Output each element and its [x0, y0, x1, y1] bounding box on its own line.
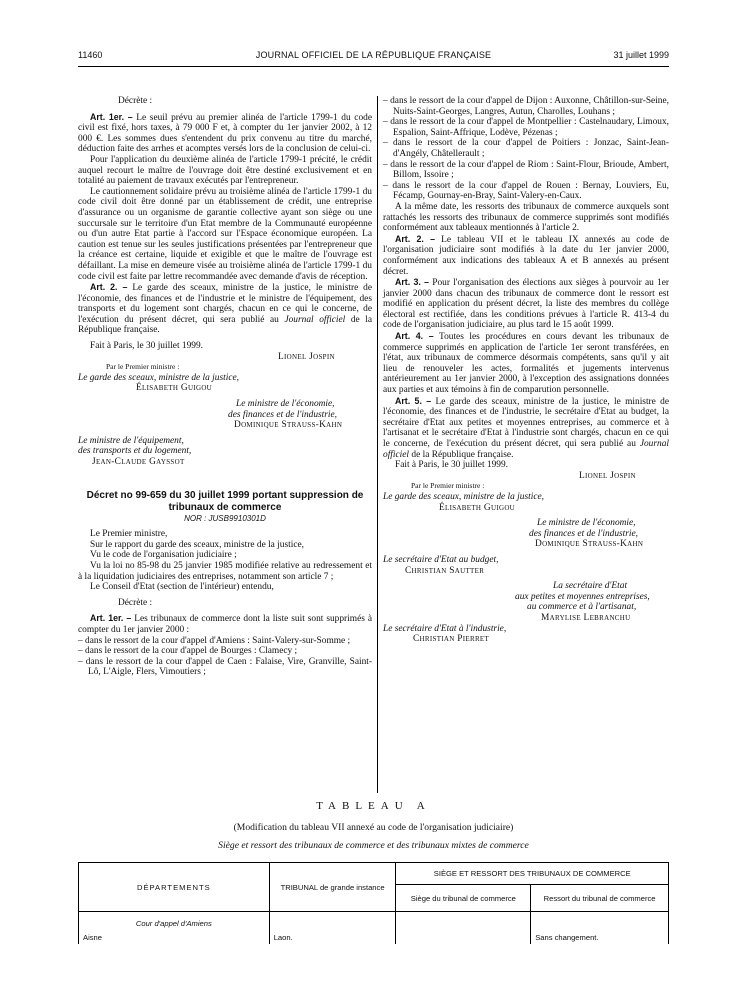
article-text: Le garde des sceaux, ministre de la justice, le ministre de l'économie, des finances et de l'industrie, le secrétaire d'Etat au budget, la secrétaire d'Etat aux petites et moyennes entreprises, au commerce et à l'artisanat et le secrétaire d'Etat à l'industrie sont chargés, chacun en ce qui le concerne, de l'exécution du présent décret, qui sera publié au — [383, 396, 669, 449]
signer-title: des transports et du logement, — [78, 446, 192, 457]
article-1 — [78, 613, 372, 635]
signer-name: Marylise Lebranchu — [541, 612, 631, 623]
paragraph-credit: Pour l'application du deuxième alinéa de l'article 1799-1 précité, le crédit auquel recourt le maître de l'ouvrage doit être destiné exclusivement et en totalité au paiement de travaux exécutés par l'entrepreneur. — [78, 154, 372, 187]
list-item: – dans le ressort de la cour d'appel de Dijon : Auxonne, Châtillon-sur-Seine, Nuits-Saint-Georges, Langres, Autun, Charolles, Louhans ; — [383, 96, 669, 117]
header-siege: Siège du tribunal de commerce — [396, 885, 531, 912]
article-label: Art. 1er. – — [90, 111, 133, 122]
issue-date: 31 juillet 1999 — [613, 50, 669, 60]
article-text: Toutes les procédures en cours devant les tribunaux de commerce supprimés en application de l'article 1er seront transférées, en l'état, aux tribunaux de commerce désormais compétents, sans qu'il y ait lieu de renouveler les actes, formalités et jugements intervenus antérieurement au 1er janvier 2000, à l'exception des assignations données aux parties et aux témoins à fin de comparution personnelle. — [383, 332, 669, 396]
paragraph-meme-date: A la même date, les ressorts des tribunaux de commerce auxquels sont rattachés les ressorts des tribunaux de commerce supprimés sont modifiés conformément aux tableaux mentionnés à l'article 2. — [383, 201, 669, 234]
table-cell — [531, 912, 669, 931]
signer-name: Dominique Strauss-Kahn — [234, 420, 343, 431]
signer-name: Élisabeth Guigou — [136, 383, 213, 394]
premier-ministre: Le Premier ministre, — [90, 529, 168, 540]
table-cell-siege — [396, 930, 531, 944]
signature-pm — [383, 471, 669, 482]
signature-pm — [78, 352, 372, 363]
list-item: – dans le ressort de la cour d'appel de Caen : Falaise, Vire, Granville, Saint-Lô, L'Aigle, Flers, Vimoutiers ; — [78, 656, 372, 678]
decrete-heading: Décrète : — [118, 96, 153, 106]
paragraph-cautionnement: Le cautionnement solidaire prévu au troisième alinéa de l'article 1799-1 du code civil doit être donné par un établissement de crédit, une entreprise d'assurance ou un organisme de garantie collective ayant son siège ou une succursale sur le territoire d'un Etat membre de la Communauté européenne ou d'un autre Etat partie à l'accord sur l'Espace économique européen. La caution est tenue sur les seules justifications présentées par l'entrepreneur que la créance est certaine, liquide et exigible et que le maître de l'ouvrage est défaillant. La mise en demeure visée au troisième alinéa de l'article 1799-1 du code civil est faite par lettre recommandée avec demande d'avis de réception. — [78, 186, 372, 282]
article-3 — [383, 277, 669, 331]
signer-name: Jean-Claude Gayssot — [92, 457, 185, 467]
table-cell — [396, 912, 531, 931]
decree-title: Décret no 99-659 du 30 juillet 1999 portant suppression de tribunaux de commerce — [86, 489, 364, 513]
signer-title: des finances et de l'industrie, — [228, 409, 338, 420]
signer-title: Le ministre de l'économie, — [236, 399, 335, 410]
article-1 — [78, 112, 372, 155]
tableau-a — [78, 862, 669, 944]
article-text: Le garde des sceaux, ministre de la justice, le ministre de l'économie, des finances et de l'industrie et le ministre de l'équipement, des transports et du logement sont chargés, chacun en ce qui le concerne, de l'exécution du présent décret, qui sera publié au — [78, 283, 372, 325]
par-premier-ministre: Par le Premier ministre : — [106, 362, 180, 372]
article-4 — [383, 331, 669, 396]
tableau-title: TABLEAU A — [316, 800, 431, 812]
page-header — [78, 50, 669, 64]
cour-appel-label: Cour d'appel d'Amiens — [79, 912, 270, 931]
signer-title: au commerce et à l'artisanat, — [527, 602, 637, 613]
jo-ref: Journal officiel — [284, 314, 346, 325]
signer-name: Lionel Jospin — [278, 351, 335, 362]
signer-title: Le ministre de l'économie, — [537, 518, 636, 529]
article-5 — [383, 396, 669, 461]
signer-title: Le garde des sceaux, ministre de la justice, — [383, 491, 544, 502]
article-label: Art. 1er. – — [90, 613, 132, 624]
article-text: Le tableau VII et le tableau IX annexés au code de l'organisation judiciaire sont modifiés à la date du 1er janvier 2000, conformément aux indications des tableaux A et B annexés au présent décret. — [383, 234, 669, 277]
article-text: Pour l'organisation des élections aux sièges à pourvoir au 1er janvier 2000 dans chacun des tribunaux de commerce dont le ressort est modifié en application du présent décret, la liste des membres du collège électoral est rectifiée, dans les conditions prévues à l'article R. 413-4 du code de l'organisation judiciaire, au plus tard le 15 août 1999. — [383, 278, 669, 331]
article-text: Le seuil prévu au premier alinéa de l'article 1799-1 du code civil est fixé, hors taxes, à 79 000 F et, à compter du 1er janvier 2002, à 12 000 €. Les sommes dues s'entendent du prix convenu au titre du marché, déduction faite des arrhes et acomptes versés lors de la conclusion de celui-ci. — [78, 112, 372, 155]
list-item: – dans le ressort de la cour d'appel de Poitiers : Jonzac, Saint-Jean-d'Angély, Châtellerault ; — [383, 138, 669, 159]
article-2 — [383, 234, 669, 277]
header-group: SIÈGE ET RESSORT DES TRIBUNAUX DE COMMERCE — [396, 863, 669, 885]
left-column — [78, 96, 372, 678]
article-label: Art. 2. – — [395, 233, 435, 244]
tableau-subtitle-2: Siège et ressort des tribunaux de commerce et des tribunaux mixtes de commerce — [218, 840, 529, 851]
par-premier-ministre: Par le Premier ministre : — [411, 481, 485, 491]
page-number: 11460 — [78, 50, 103, 60]
visa: Le Conseil d'Etat (section de l'intérieur) entendu, — [90, 582, 274, 593]
table-row — [79, 912, 669, 931]
signer-name: Élisabeth Guigou — [439, 502, 516, 513]
signer-name: Dominique Strauss-Kahn — [535, 539, 644, 550]
signer-title: Le garde des sceaux, ministre de la justice, — [78, 372, 239, 383]
signer-title: Le ministre de l'équipement, — [78, 435, 184, 446]
table-cell — [269, 912, 396, 931]
table-cell-tgi: Laon. — [269, 930, 396, 944]
signer-title: des finances et de l'industrie, — [529, 528, 639, 539]
article-2 — [78, 282, 372, 336]
list-item: – dans le ressort de la cour d'appel d'Amiens : Saint-Valery-sur-Somme ; — [78, 635, 351, 646]
fait-a-paris: Fait à Paris, le 30 juillet 1999. — [90, 341, 204, 352]
article-text-end: de la République française. — [78, 314, 373, 336]
journal-title: JOURNAL OFFICIEL DE LA RÉPUBLIQUE FRANÇAISE — [255, 50, 492, 60]
signer-title: Le secrétaire d'Etat à l'industrie, — [383, 623, 507, 634]
visa: Vu le code de l'organisation judiciaire ; — [90, 550, 237, 561]
list-item: – dans le ressort de la cour d'appel de Bourges : Clamecy ; — [78, 646, 298, 657]
article-label: Art. 3. – — [395, 277, 430, 288]
tableau-subtitle: (Modification du tableau VII annexé au code de l'organisation judiciaire) — [233, 822, 514, 833]
table-cell-departement: Aisne — [79, 930, 270, 944]
header-tgi: TRIBUNAL de grande instance — [269, 863, 396, 912]
column-separator — [377, 96, 378, 793]
right-column — [383, 96, 669, 645]
table-row — [79, 930, 669, 944]
signer-name: Christian Pierret — [413, 634, 490, 645]
header-departements: DÉPARTEMENTS — [79, 863, 270, 912]
nor-reference: NOR : JUSB9910301D — [184, 513, 266, 523]
signer-title: La secrétaire d'Etat — [553, 581, 628, 592]
article-text: Les tribunaux de commerce dont la liste suit sont supprimés à compter du 1er janvier 2000 : — [78, 614, 372, 635]
list-item: – dans le ressort de la cour d'appel de Montpellier : Castelnaudary, Limoux, Espalion, Saint-Affrique, Lodève, Pézenas ; — [383, 117, 669, 138]
header-ressort: Ressort du tribunal de commerce — [531, 885, 669, 912]
jo-ref: Journal officiel — [383, 439, 669, 460]
signer-title: Le secrétaire d'Etat au budget, — [383, 554, 499, 565]
list-item: – dans le ressort de la cour d'appel de Rouen : Bernay, Louviers, Eu, Fécamp, Gournay-en-Bray, Saint-Valery-en-Caux. — [383, 180, 669, 202]
decrete-heading: Décrète : — [118, 597, 153, 608]
table-cell-ressort: Sans changement. — [531, 930, 669, 944]
signer-title: aux petites et moyennes entreprises, — [515, 591, 650, 602]
signer-name: Christian Sautter — [405, 565, 485, 576]
article-label: Art. 5. – — [395, 395, 432, 406]
visa: Sur le rapport du garde des sceaux, ministre de la justice, — [90, 539, 304, 550]
header-rule — [78, 66, 669, 67]
list-item: – dans le ressort de la cour d'appel de Riom : Saint-Flour, Brioude, Ambert, Billom, Issoire ; — [383, 159, 669, 181]
signer-name: Lionel Jospin — [579, 470, 636, 481]
article-text-end: de la République française. — [411, 449, 514, 460]
fait-a-paris: Fait à Paris, le 30 juillet 1999. — [395, 460, 509, 471]
visa: Vu la loi no 85-98 du 25 janvier 1985 modifiée relative au redressement et à la liquidation judiciaires des entreprises, notamment son article 7 ; — [78, 560, 372, 582]
article-label: Art. 2. – — [90, 282, 128, 293]
article-label: Art. 4. – — [395, 331, 434, 342]
